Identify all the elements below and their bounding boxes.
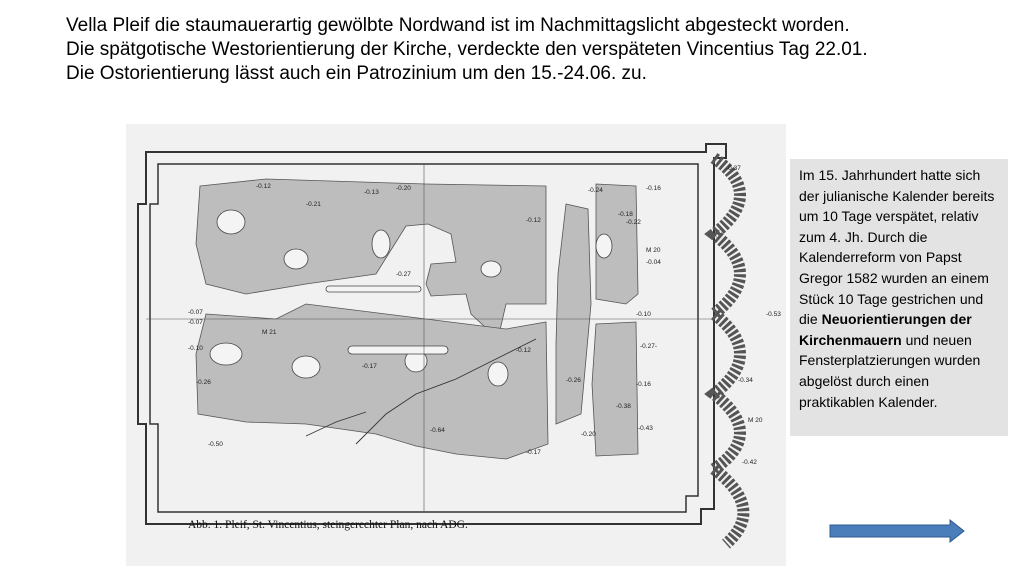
plan-label: -0.07 xyxy=(188,319,203,326)
note-text-bold: Neuorientierungen der Kirchenmauern xyxy=(799,311,972,348)
plan-label: -0.18 xyxy=(618,211,633,218)
note-text-1: Im 15. Jahrhundert hatte sich der julianische Kalender bereits um 10 Tage verspätet, relativ zum 4. Jh. Durch die Kalenderreform von Papst Gregor 1582 wurden an einem Stück 10 Tage gestrichen und die xyxy=(799,167,995,328)
slide-title xyxy=(66,14,966,86)
plan-label: -0.21 xyxy=(306,201,321,208)
plan-label: -0.12 xyxy=(256,183,271,190)
plan-label: -0.34 xyxy=(738,377,753,384)
plan-label: -0.26 xyxy=(566,377,581,384)
plan-label: -0.64 xyxy=(430,427,445,434)
plan-label: -0.50 xyxy=(208,441,223,448)
title-line-2: Die spätgotische Westorientierung der Kirche, verdeckte den verspäteten Vincentius Tag 22.01. xyxy=(66,39,868,60)
title-line-1: Vella Pleif die staumauerartig gewölbte Nordwand ist im Nachmittagslicht abgesteckt worden. xyxy=(66,15,850,36)
plan-label: -0.53 xyxy=(766,311,781,318)
plan-label: -0.10 xyxy=(636,311,651,318)
plan-label: -0.16 xyxy=(646,185,661,192)
plan-label: -0.17 xyxy=(362,363,377,370)
plan-label: -0.04 xyxy=(646,259,661,266)
right-arrow-icon[interactable] xyxy=(828,519,968,543)
plan-label: -0.07 xyxy=(188,309,203,316)
plan-label: -0.13 xyxy=(364,189,379,196)
plan-label: -0.26 xyxy=(196,379,211,386)
plan-label: -0.12 xyxy=(516,347,531,354)
plan-label: -0.43 xyxy=(638,425,653,432)
floor-plan-drawing xyxy=(126,124,786,566)
plan-label: -0.20 xyxy=(581,431,596,438)
plan-label: -0.27 xyxy=(396,271,411,278)
plan-label: M 21 xyxy=(262,329,277,336)
next-slide-button[interactable] xyxy=(828,519,968,548)
church-floor-plan xyxy=(126,124,786,566)
note-text-2: und neuen Fensterplatzierungen wurden abgelöst durch einen praktikablen Kalender. xyxy=(799,331,981,410)
plan-label: -0.24 xyxy=(588,187,603,194)
plan-caption: Abb. 1. Pleif, St. Vincentius, steingerechter Plan, nach ADG. xyxy=(188,519,468,531)
plan-label: -0.22 xyxy=(626,219,641,226)
plan-label: -0.27- xyxy=(640,343,657,350)
plan-label: -0.37 xyxy=(726,165,741,172)
plan-label: -0.17 xyxy=(526,449,541,456)
plan-label: -0.16 xyxy=(636,381,651,388)
info-note-box xyxy=(790,159,1008,436)
plan-label: M 20 xyxy=(646,247,661,254)
plan-label: -0.42 xyxy=(742,459,757,466)
plan-label: -0.12 xyxy=(526,217,541,224)
plan-label: M 20 xyxy=(748,417,763,424)
title-line-3: Die Ostorientierung lässt auch ein Patrozinium um den 15.-24.06. zu. xyxy=(66,63,647,84)
plan-label: -0.20 xyxy=(396,185,411,192)
plan-label: -0.38 xyxy=(616,403,631,410)
plan-label: -0.10 xyxy=(188,345,203,352)
